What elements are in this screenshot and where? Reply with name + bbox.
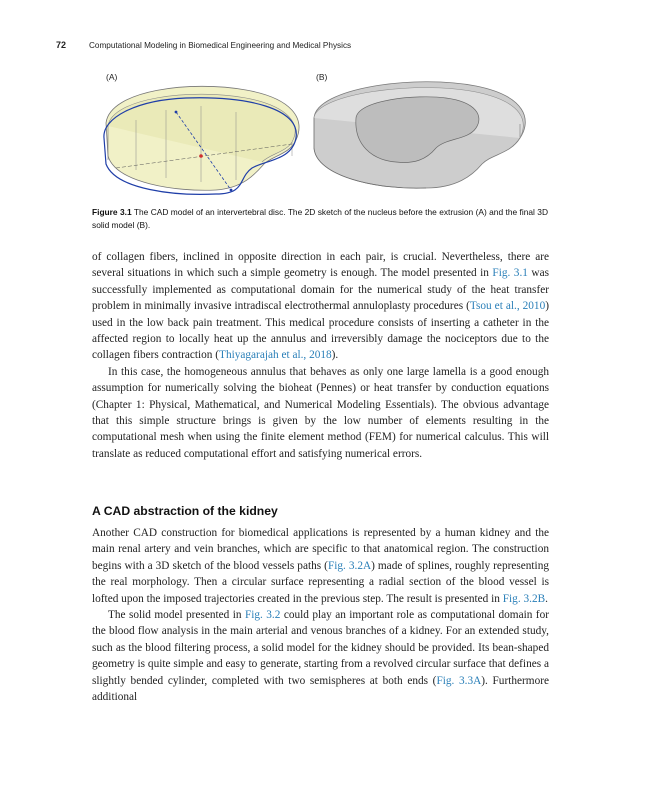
caption-label: Figure 3.1	[92, 207, 132, 217]
figure-drawing	[96, 68, 536, 208]
paragraph-3	[92, 525, 549, 607]
citation-fig-3-2b[interactable]: Fig. 3.2B	[502, 592, 546, 605]
citation-thiyagarajah-2018[interactable]: Thiyagarajah et al., 2018	[219, 349, 332, 362]
sketch-point-2	[230, 189, 233, 192]
citation-fig-3-2[interactable]: Fig. 3.2	[244, 609, 281, 622]
citation-fig-3-2a[interactable]: Fig. 3.2A	[327, 559, 372, 572]
running-head	[56, 40, 588, 54]
caption-text: The CAD model of an intervertebral disc. The 2D sketch of the nucleus before the extrusion (A) and the final 3D solid model (B).	[92, 207, 549, 230]
paragraph-1-text-1: of collagen fibers, inclined in opposite direction in each pair, is crucial. Nevertheless, there are several situations in which such a simple geometry is enough. The model presented in	[92, 251, 549, 280]
figure-3-1	[96, 68, 536, 208]
paragraph-1-text-4: ).	[331, 349, 339, 362]
citation-tsou-2010[interactable]: Tsou et al., 2010	[469, 300, 546, 313]
paragraph-4-text-1: The solid model presented in	[108, 609, 245, 622]
paragraph-1-text-3: ) used in the low back pain treatment. This medical procedure consists of inserting a catheter in the affected region to locally heat up the annulus and irreversibly damage the nociceptors due to the collagen fibers contraction (	[92, 300, 549, 362]
body-text-upper	[92, 249, 549, 462]
paragraph-1-text-2: was successfully implemented as computational domain for the numerical study of the heat transfer problem in minimally invasive intradiscal electrothermal annuloplasty procedures (	[92, 267, 549, 313]
page-number: 72	[56, 40, 67, 50]
sketch-point-1	[175, 111, 178, 114]
citation-fig-3-1[interactable]: Fig. 3.1	[492, 267, 528, 280]
paragraph-4-text-2: could play an important role as computational domain for the blood flow analysis in the main arterial and venous branches of a kidney. For an extended study, such as the blood filtering process, a solid model for the kidney should be provided. Its bean-shaped geometry is quite simple and easy to generate, starting from a revolved circular surface that defines a slightly bended cylinder, completed with two semispheres at both ends (	[92, 609, 549, 687]
origin-point	[199, 154, 203, 158]
section-heading: A CAD abstraction of the kidney	[92, 504, 278, 518]
paragraph-4-text-3: ). Furthermore additional	[92, 674, 549, 704]
body-text-lower	[92, 525, 549, 705]
paragraph-4	[92, 607, 549, 705]
paragraph-2: In this case, the homogeneous annulus that behaves as only one large lamella is a good enough assumption for numerically solving the bioheat (Pennes) or heat transfer by conduction equations (Chapter 1: Physical, Mathematical, and Numerical Modeling Essentials). The obvious advantage that this simple structure brings is given by the low number of elements resulting in the computational mesh when using the finite element method (FEM) for numerical calculus. This will translate as reduced computational effort and satisfying numerical errors.	[92, 365, 549, 460]
paragraph-1	[92, 249, 549, 364]
panel-a-label: (A)	[106, 72, 118, 82]
paragraph-3-text-1: Another CAD construction for biomedical applications is represented by a human kidney and the main renal artery and vein branches, which are specific to that anatomical region. The construction begins with a 3D sketch of the blood vessels paths (	[92, 527, 549, 572]
panel-a-nucleus	[106, 86, 299, 190]
panel-b-solid	[314, 82, 525, 188]
running-head-title: Computational Modeling in Biomedical Engineering and Medical Physics	[89, 41, 352, 50]
panel-b-label: (B)	[316, 72, 328, 82]
paragraph-3-text-2: ) made of splines, roughly representing the real morphology. Then a circular surface representing a radial section of the blood vessel is lofted upon the imposed trajectories created in the previous step. The result is presented in	[92, 559, 549, 605]
paragraph-3-text-3: .	[545, 592, 548, 605]
citation-fig-3-3a[interactable]: Fig. 3.3A	[436, 674, 482, 687]
figure-caption	[92, 206, 548, 231]
